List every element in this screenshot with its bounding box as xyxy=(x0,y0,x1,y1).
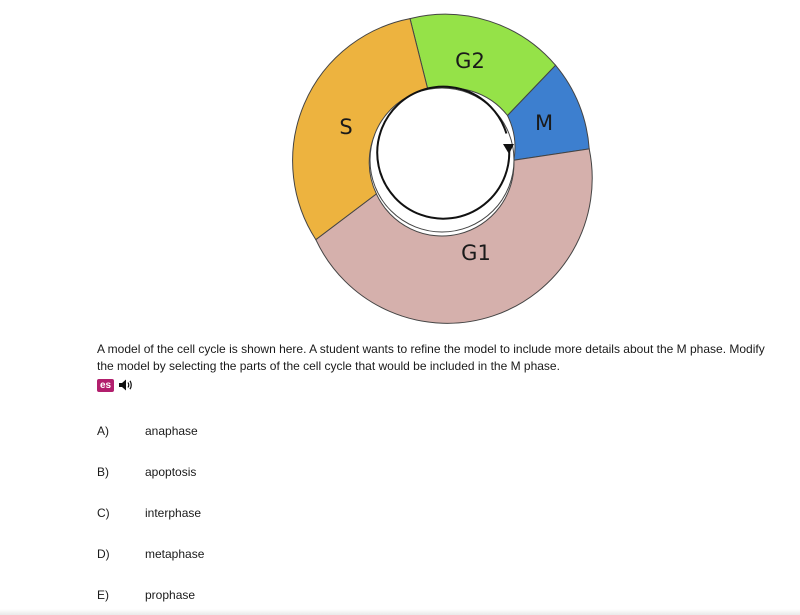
option-a[interactable] xyxy=(97,421,397,441)
option-text: prophase xyxy=(145,588,196,602)
question-tools xyxy=(97,376,134,394)
option-b[interactable] xyxy=(97,462,397,482)
option-d[interactable] xyxy=(97,544,397,564)
option-text: interphase xyxy=(145,506,202,520)
option-letter: C) xyxy=(97,506,110,520)
option-e[interactable] xyxy=(97,585,397,605)
question-text: A model of the cell cycle is shown here. A student wants to refine the model to include more details about the M phase. Modify the model by selecting the parts of the cell cycle that would be included in the M phase. xyxy=(97,342,765,373)
label-g1: G1 xyxy=(461,241,491,265)
option-letter: A) xyxy=(97,424,109,438)
option-letter: B) xyxy=(97,465,109,479)
speaker-icon[interactable] xyxy=(118,378,134,392)
option-text: anaphase xyxy=(145,424,198,438)
option-text: metaphase xyxy=(145,547,205,561)
spanish-translation-icon[interactable]: es xyxy=(97,379,114,392)
label-g2: G2 xyxy=(455,49,485,73)
bottom-edge xyxy=(0,609,800,615)
option-text: apoptosis xyxy=(145,465,197,479)
option-c[interactable] xyxy=(97,503,397,523)
option-letter: E) xyxy=(97,588,109,602)
option-letter: D) xyxy=(97,547,110,561)
label-m: M xyxy=(534,111,554,135)
label-s: S xyxy=(339,115,353,139)
